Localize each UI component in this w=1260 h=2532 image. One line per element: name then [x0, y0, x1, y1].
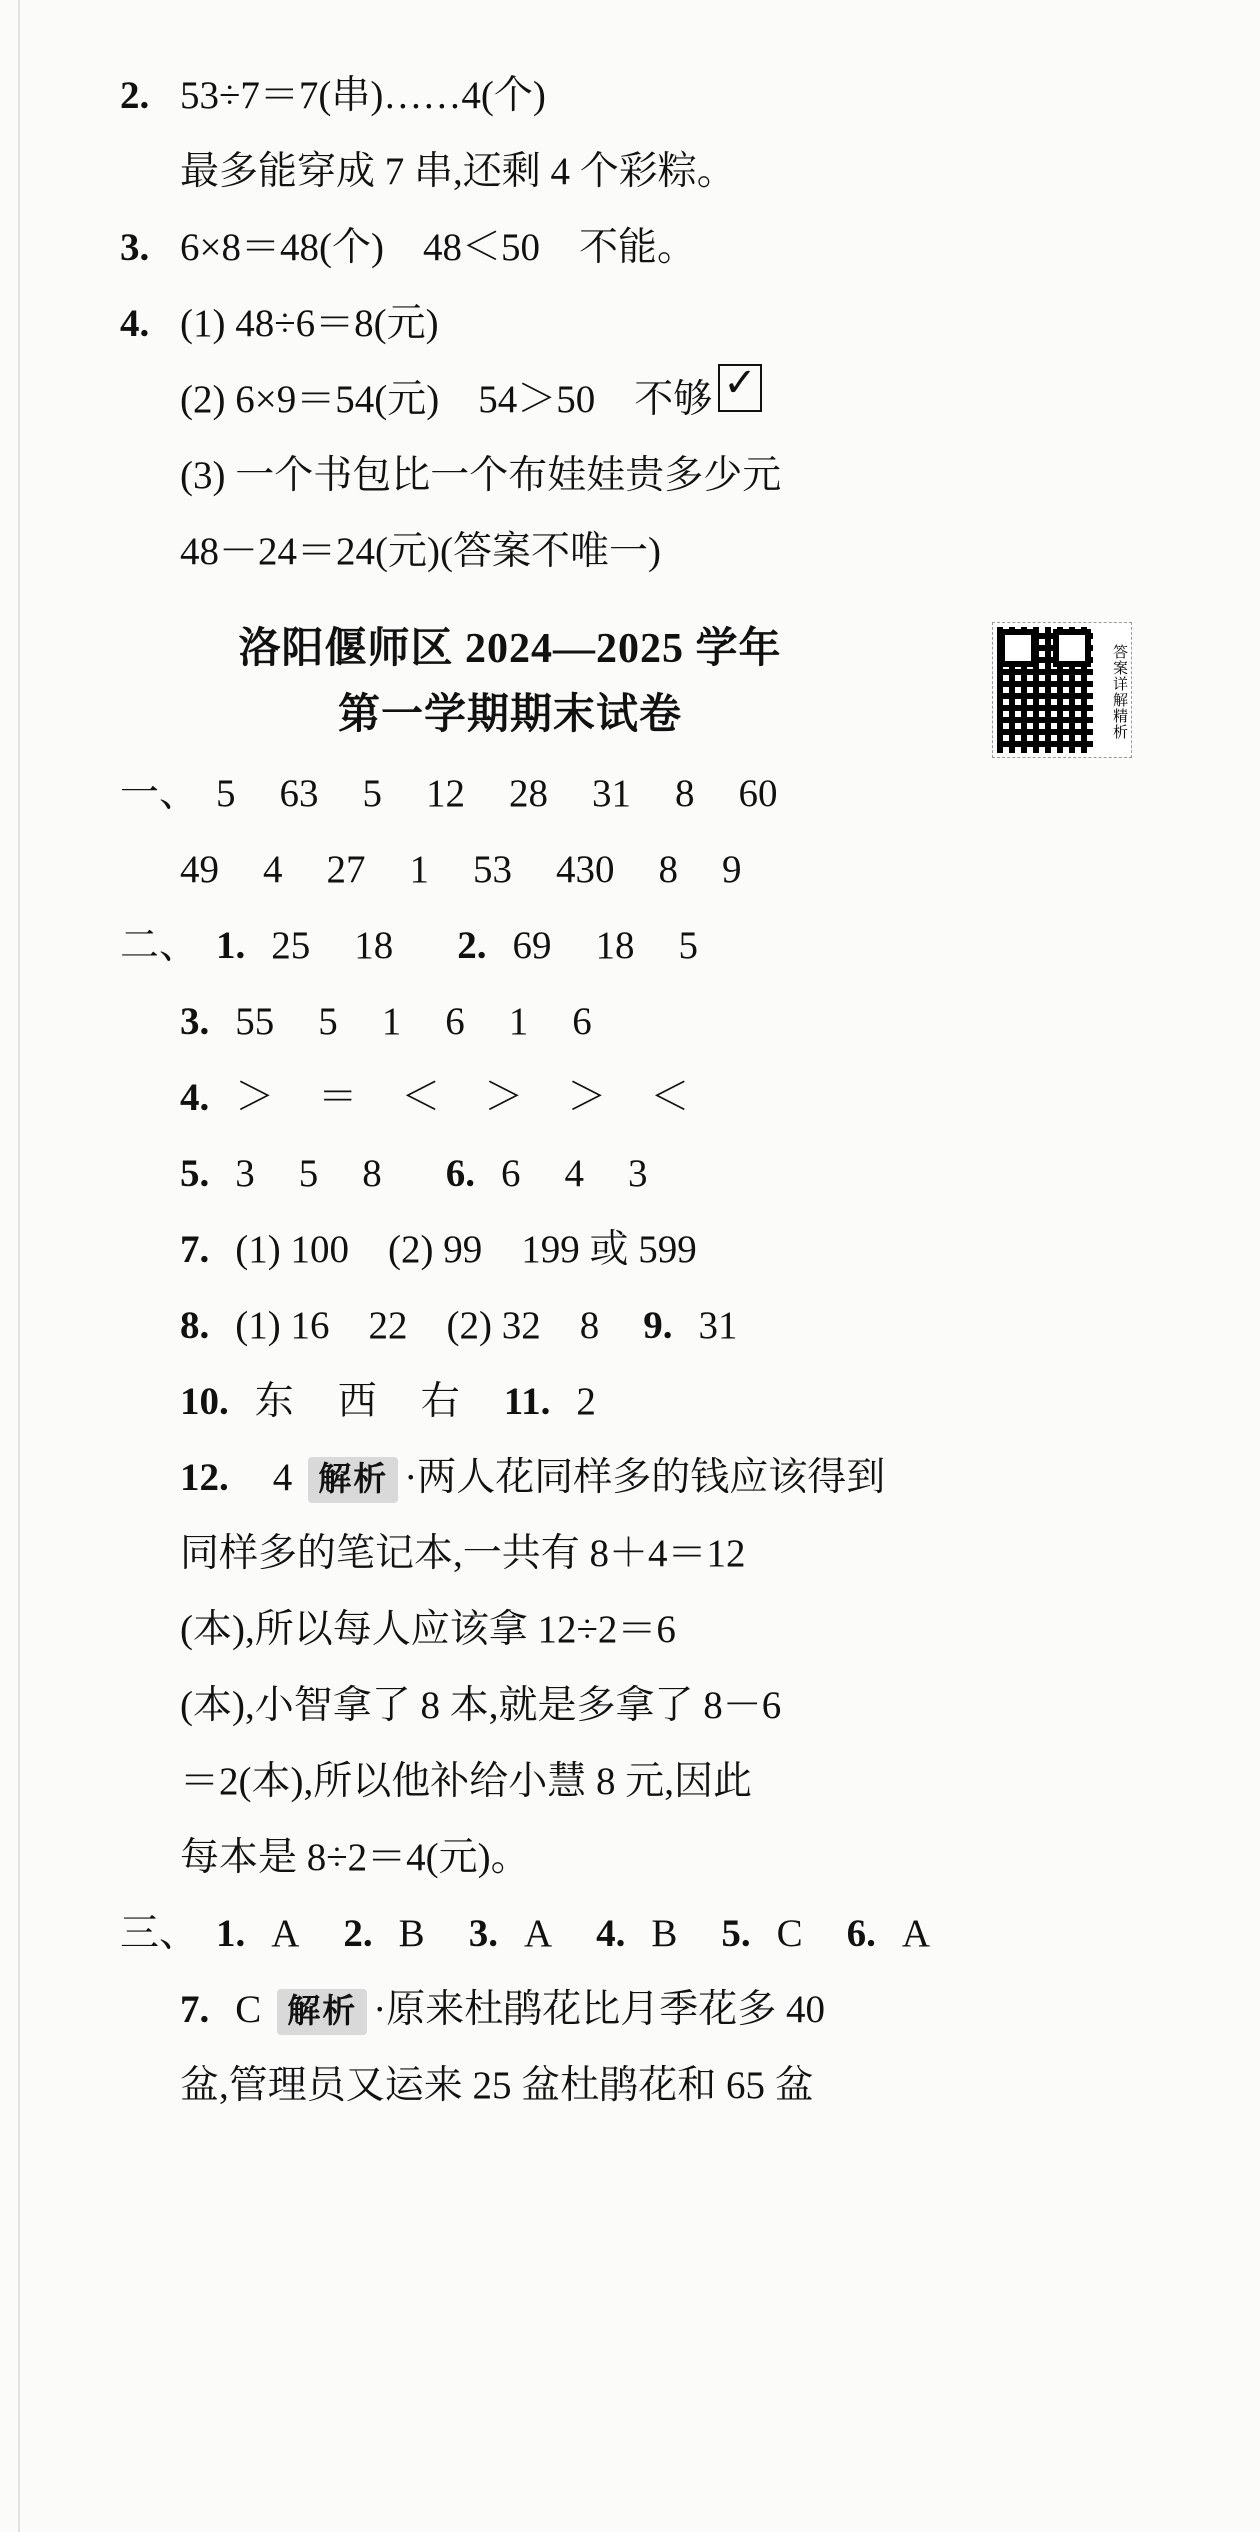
section-label: 一、 — [120, 772, 199, 815]
answer-value: 31 — [592, 772, 631, 815]
answer-value: A — [523, 1912, 553, 1955]
section-one-row1 — [120, 756, 1140, 832]
answer-value: 69 — [512, 924, 552, 967]
answer-value: 3 — [235, 1152, 255, 1195]
analysis-text: 每本是 8÷2＝4(元)。 — [180, 1836, 530, 1879]
answer-value: 8 — [675, 772, 695, 815]
answer-value: 1 — [508, 1000, 529, 1043]
answer-value: 18 — [595, 924, 635, 967]
section-three-row7 — [120, 1972, 1140, 2048]
section-two-row12-l2 — [120, 1516, 1140, 1592]
answer-value: 8 — [362, 1152, 382, 1195]
item-number: 9. — [643, 1304, 673, 1347]
section-label: 二、 — [120, 924, 199, 967]
qr-code-label: 答案详解精析 — [1111, 644, 1127, 740]
section-two-row12-l3 — [120, 1592, 1140, 1668]
analysis-text: (本),小智拿了 8 本,就是多拿了 8－6 — [180, 1684, 782, 1727]
item-text: (2) 6×9＝54(元) 54＞50 不够 — [180, 378, 713, 421]
section-label: 三、 — [120, 1912, 199, 1955]
item-text: 53÷7＝7(串)……4(个) — [180, 74, 546, 117]
item-number: 7. — [180, 1988, 210, 2031]
section-two-row12-l4 — [120, 1668, 1140, 1744]
item-number: 1. — [216, 1912, 246, 1955]
section-two-row10 — [120, 1364, 1140, 1440]
answer-value: 49 — [180, 848, 219, 891]
answer-item-4-line3 — [120, 438, 1140, 514]
item-text: 6×8＝48(个) 48＜50 不能。 — [180, 226, 696, 269]
answer-item-4 — [120, 286, 1140, 362]
section-one-row2 — [120, 832, 1140, 908]
analysis-dot: · — [373, 1988, 387, 2031]
answer-value: 5 — [216, 772, 236, 815]
answer-value: 1 — [409, 848, 429, 891]
answer-value: B — [398, 1912, 425, 1955]
item-number: 2. — [343, 1912, 373, 1955]
section-two-row12-l5 — [120, 1744, 1140, 1820]
answer-value: C — [235, 1988, 262, 2031]
item-number: 4. — [180, 1076, 210, 1119]
item-text: (1) 48÷6＝8(元) — [180, 302, 439, 345]
answer-value: 5 — [298, 1152, 319, 1195]
item-number: 1. — [216, 924, 246, 967]
paper-title-block — [120, 616, 1140, 756]
item-number: 3. — [120, 226, 150, 269]
answer-value: ＜ — [401, 1076, 441, 1119]
answer-item-3 — [120, 210, 1140, 286]
answer-value: 31 — [698, 1304, 738, 1347]
answer-value: 28 — [509, 772, 548, 815]
answer-value: 27 — [326, 848, 366, 891]
answer-value: ＞ — [567, 1076, 607, 1119]
answer-item-4-line2 — [120, 362, 1140, 438]
item-number: 5. — [721, 1912, 751, 1955]
item-number: 11. — [503, 1380, 551, 1423]
answer-text: (1) 16 22 (2) 32 8 — [235, 1304, 600, 1347]
answer-item-2-line2 — [120, 134, 1140, 210]
analysis-dot: · — [404, 1456, 418, 1499]
item-number: 4. — [120, 302, 150, 345]
answer-value: 55 — [235, 1000, 275, 1043]
answer-value: ＞ — [235, 1076, 275, 1119]
answer-value: 53 — [473, 848, 512, 891]
item-number: 3. — [180, 1000, 210, 1043]
item-number: 3. — [468, 1912, 498, 1955]
analysis-text: 盆,管理员又运来 25 盆杜鹃花和 65 盆 — [180, 2064, 814, 2107]
answer-value: 西 — [337, 1380, 377, 1423]
answer-value: 430 — [556, 848, 615, 891]
item-number: 10. — [180, 1380, 229, 1423]
qr-code-block[interactable] — [992, 622, 1132, 758]
answer-value: 8 — [658, 848, 678, 891]
answer-value: ＜ — [650, 1076, 690, 1119]
item-text: 最多能穿成 7 串,还剩 4 个彩粽。 — [180, 150, 736, 193]
answer-value: 6 — [572, 1000, 592, 1043]
analysis-text: (本),所以每人应该拿 12÷2＝6 — [180, 1608, 676, 1651]
answer-value: 60 — [738, 772, 778, 815]
answer-value: 5 — [318, 1000, 338, 1043]
item-number: 7. — [180, 1228, 210, 1271]
page-left-edge-line — [18, 0, 20, 2532]
answer-value: 1 — [381, 1000, 402, 1043]
analysis-text: ＝2(本),所以他补给小慧 8 元,因此 — [180, 1760, 752, 1803]
answer-value: 3 — [628, 1152, 648, 1195]
answer-value: A — [271, 1912, 300, 1955]
answer-value: 2 — [576, 1380, 596, 1423]
answer-value: 6 — [445, 1000, 465, 1043]
answer-value: 9 — [722, 848, 742, 891]
answer-value: 右 — [420, 1380, 460, 1423]
answer-text: (1) 100 (2) 99 199 或 599 — [235, 1228, 697, 1271]
page-content — [120, 58, 1140, 2124]
section-two-row4 — [120, 1060, 1140, 1136]
answer-value: 4 — [263, 848, 283, 891]
analysis-text: 同样多的笔记本,一共有 8＋4＝12 — [180, 1532, 746, 1575]
answer-value: ＞ — [484, 1076, 524, 1119]
section-two-row7 — [120, 1212, 1140, 1288]
section-two-row8 — [120, 1288, 1140, 1364]
section-two-row3 — [120, 984, 1140, 1060]
item-number: 2. — [457, 924, 487, 967]
section-two-row12-l6 — [120, 1820, 1140, 1896]
answer-value: 63 — [279, 772, 319, 815]
item-number: 4. — [596, 1912, 626, 1955]
item-number: 2. — [120, 74, 150, 117]
section-two-row12 — [120, 1440, 1140, 1516]
item-number: 6. — [846, 1912, 876, 1955]
item-number: 5. — [180, 1152, 210, 1195]
section-three-row1 — [120, 1896, 1140, 1972]
analysis-tag: 解析 — [277, 1989, 367, 2035]
answer-value: 4 — [564, 1152, 584, 1195]
answer-value: B — [651, 1912, 678, 1955]
answer-value: 5 — [678, 924, 698, 967]
answer-value: A — [901, 1912, 931, 1955]
analysis-tag: 解析 — [308, 1457, 398, 1503]
answer-item-2 — [120, 58, 1140, 134]
item-text: 48－24＝24(元)(答案不唯一) — [180, 530, 661, 573]
answer-value: 5 — [362, 772, 382, 815]
answer-value: C — [776, 1912, 803, 1955]
page-title-line1: 洛阳偃师区 2024—2025 学年 — [238, 626, 782, 672]
answer-item-4-line4 — [120, 514, 1140, 590]
answer-value: 18 — [354, 924, 394, 967]
answer-value: ＝ — [318, 1076, 358, 1119]
answer-value: 12 — [426, 772, 465, 815]
checkbox-checked[interactable] — [718, 364, 762, 412]
answer-value: 4 — [272, 1456, 293, 1499]
section-two-row5 — [120, 1136, 1140, 1212]
answer-value: 25 — [271, 924, 311, 967]
item-number: 6. — [445, 1152, 475, 1195]
item-number: 8. — [180, 1304, 210, 1347]
qr-code-icon — [997, 627, 1093, 753]
item-number: 12. — [180, 1456, 229, 1499]
section-three-row7-l2 — [120, 2048, 1140, 2124]
analysis-text: 原来杜鹃花比月季花多 40 — [386, 1988, 826, 2031]
analysis-text: 两人花同样多的钱应该得到 — [417, 1456, 886, 1499]
page-title-line2: 第一学期期末试卷 — [337, 692, 682, 738]
answer-value: 6 — [501, 1152, 521, 1195]
section-two-row1 — [120, 908, 1140, 984]
answer-value: 东 — [254, 1380, 294, 1423]
item-text: (3) 一个书包比一个布娃娃贵多少元 — [180, 454, 782, 497]
